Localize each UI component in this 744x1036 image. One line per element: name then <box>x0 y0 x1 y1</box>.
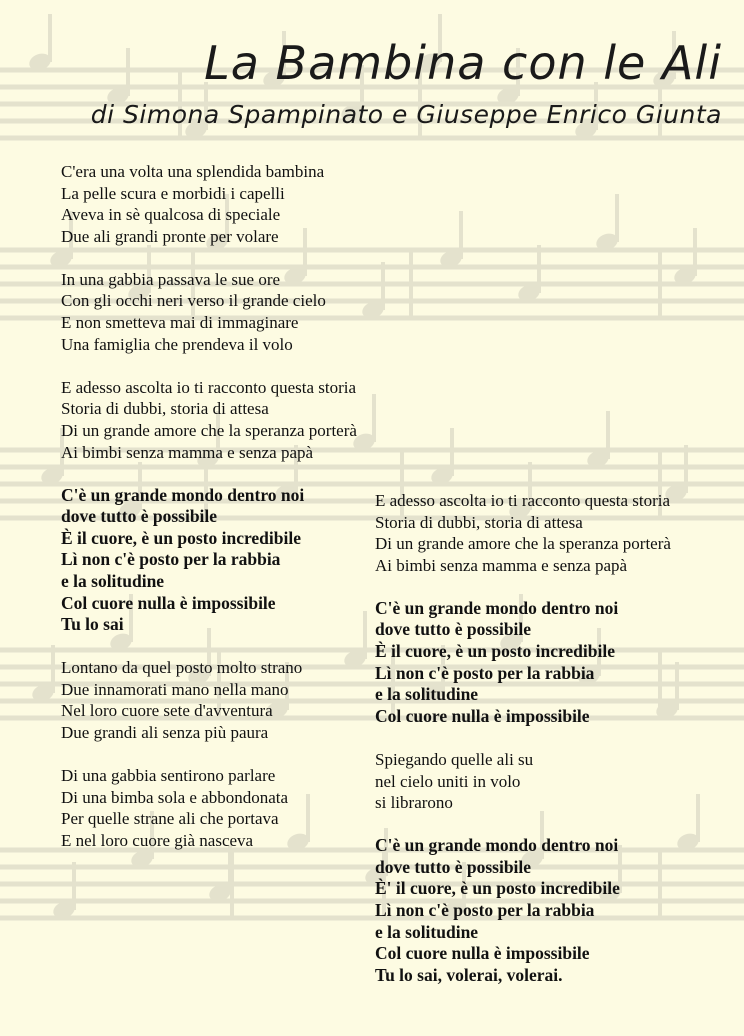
lyric-line: Per quelle strane ali che portava <box>61 809 279 829</box>
lyric-line: Lì non c'è posto per la rabbia <box>375 662 595 683</box>
verse-stanza <box>61 657 371 743</box>
lyric-line: Tu lo sai <box>61 614 124 635</box>
verse-stanza <box>61 269 371 355</box>
lyric-line: Una famiglia che prendeva il volo <box>61 334 293 354</box>
chorus-stanza <box>61 485 371 636</box>
lyric-line: Due ali grandi pronte per volare <box>61 226 279 246</box>
lyric-line: C'è un grande mondo dentro noi <box>61 484 305 505</box>
lyric-line: Due innamorati mano nella mano <box>61 679 289 699</box>
chorus-stanza <box>375 598 720 728</box>
lyric-line: Col cuore nulla è impossibile <box>375 705 590 726</box>
lyric-line: E adesso ascolta io ti racconto questa storia <box>375 491 671 510</box>
lyric-line: Aveva in sè qualcosa di speciale <box>61 205 281 225</box>
lyric-line: Nel loro cuore sete d'avventura <box>61 701 273 721</box>
lyric-line: Col cuore nulla è impossibile <box>61 592 276 613</box>
lyric-line: C'era una volta una splendida bambina <box>61 162 325 181</box>
lyric-line: Di una bimba sola e abbondonata <box>61 787 289 807</box>
lyric-line: E nel loro cuore già nasceva <box>61 830 254 850</box>
lyric-line: Storia di dubbi, storia di attesa <box>375 512 583 532</box>
lyric-line: La pelle scura e morbidi i capelli <box>61 183 285 203</box>
verse-stanza <box>61 161 371 247</box>
song-title: La Bambina con le Ali <box>204 36 722 90</box>
lyric-line: e la solitudine <box>375 684 479 705</box>
lyric-line: dove tutto è possibile <box>375 619 532 640</box>
lyrics-left-column <box>61 161 371 873</box>
lyric-line: dove tutto è possibile <box>375 856 532 877</box>
lyric-line: Lì non c'è posto per la rabbia <box>61 549 281 570</box>
lyric-line: In una gabbia passava le sue ore <box>61 269 281 289</box>
lyric-line: Due grandi ali senza più paura <box>61 723 269 743</box>
lyric-line: Di una gabbia sentirono parlare <box>61 766 276 786</box>
lyric-line: Storia di dubbi, storia di attesa <box>61 399 269 419</box>
lyric-line: Spiegando quelle ali su <box>375 749 534 769</box>
verse-stanza <box>61 377 371 463</box>
lyric-line: Con gli occhi neri verso il grande cielo <box>61 291 326 311</box>
lyric-line: dove tutto è possibile <box>61 506 218 527</box>
lyric-line: Di un grande amore che la speranza porterà <box>375 534 671 554</box>
lyric-line: nel cielo uniti in volo <box>375 771 521 791</box>
lyric-line: C'è un grande mondo dentro noi <box>375 835 619 856</box>
lyric-line: Di un grande amore che la speranza porterà <box>61 420 357 440</box>
lyric-line: Col cuore nulla è impossibile <box>375 943 590 964</box>
lyrics-right-column <box>375 490 720 1008</box>
lyric-line: C'è un grande mondo dentro noi <box>375 597 619 618</box>
lyric-line: E adesso ascolta io ti racconto questa storia <box>61 377 357 397</box>
lyric-line: E non smetteva mai di immaginare <box>61 313 299 333</box>
verse-stanza <box>375 490 720 576</box>
lyric-line: Lì non c'è posto per la rabbia <box>375 900 595 920</box>
lyric-line: È' il cuore, è un posto incredibile <box>375 878 620 899</box>
lyric-line: Lontano da quel posto molto strano <box>61 658 303 678</box>
lyric-line: È il cuore, è un posto incredibile <box>61 527 301 548</box>
chorus-stanza <box>375 835 720 986</box>
lyric-line: e la solitudine <box>61 571 165 591</box>
song-authors: di Simona Spampinato e Giuseppe Enrico Giunta <box>90 100 722 129</box>
lyric-line: si librarono <box>375 793 453 813</box>
verse-stanza <box>61 765 371 851</box>
lyric-line: Ai bimbi senza mamma e senza papà <box>61 442 314 462</box>
lyric-line: e la solitudine <box>375 921 479 942</box>
verse-stanza <box>375 749 720 814</box>
lyric-line: Tu lo sai, volerai, volerai. <box>375 964 563 985</box>
lyric-line: Ai bimbi senza mamma e senza papà <box>375 555 628 575</box>
lyric-line: È il cuore, è un posto incredibile <box>375 641 615 662</box>
